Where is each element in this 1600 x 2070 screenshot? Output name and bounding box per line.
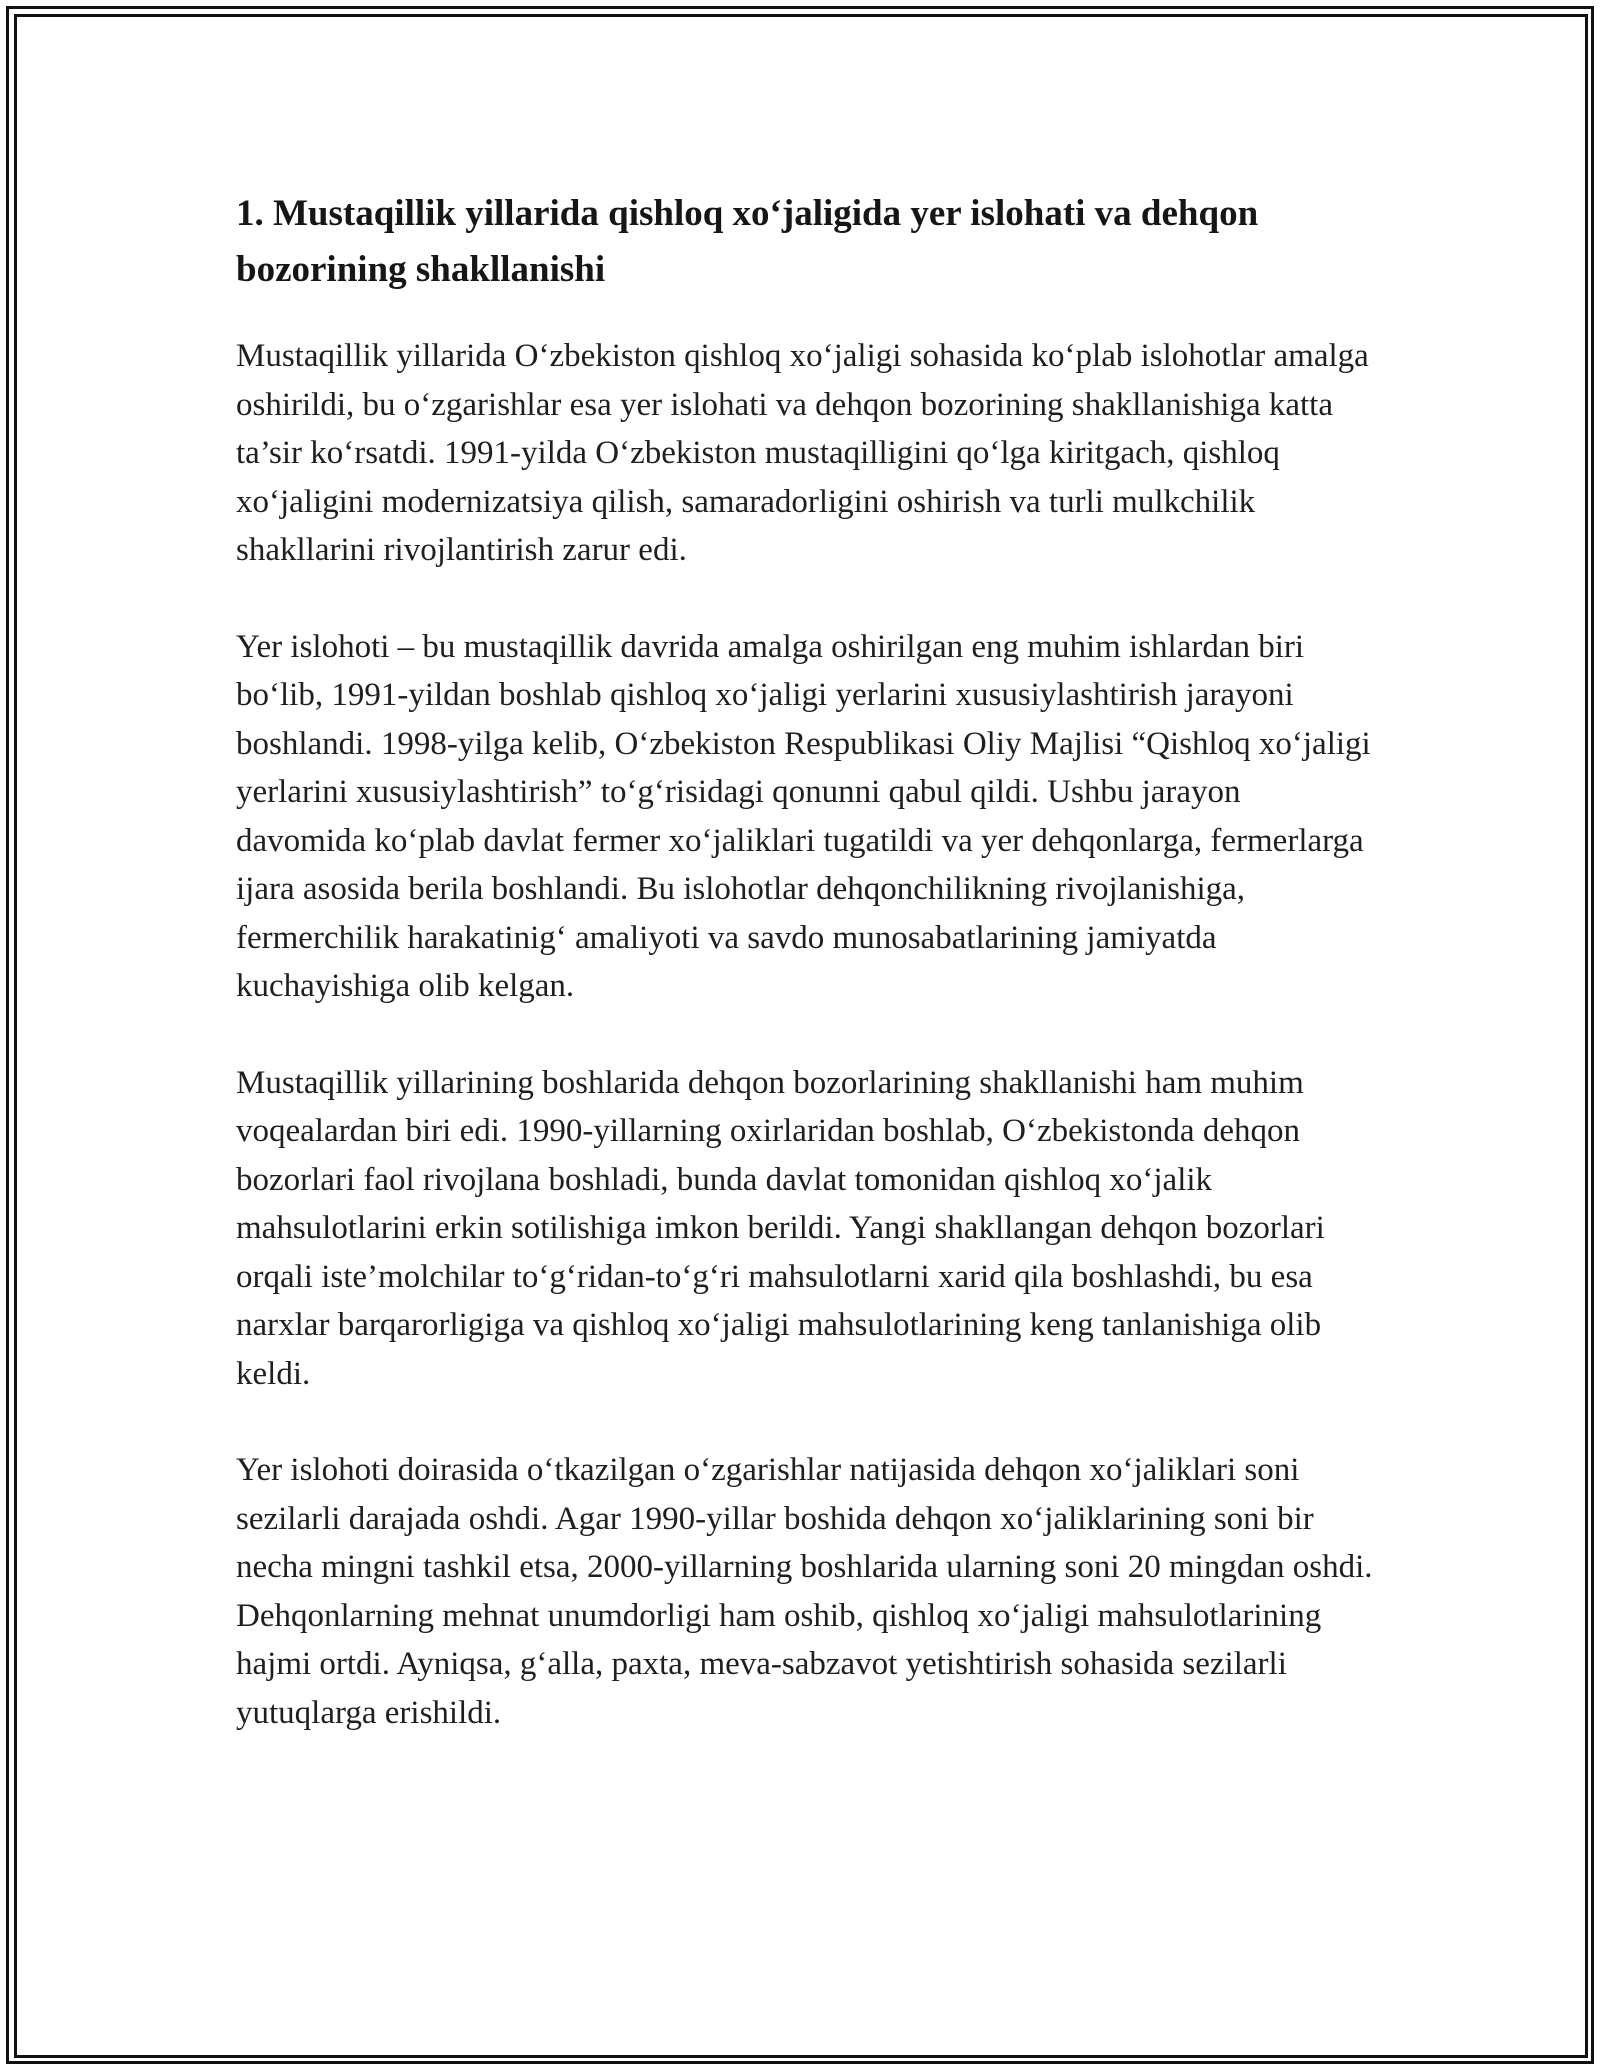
paragraph-1: Mustaqillik yillarida O‘zbekiston qishloq xo‘jaligi sohasida ko‘plab islohotlar amalga oshirildi, bu o‘zgarishlar esa yer islohati va dehqon bozorining shakllanishiga katta ta’sir ko‘rsatdi. 1991-yilda O‘zbekiston mustaqilligini qo‘lga kiritgach, qishloq xo‘jaligini modernizatsiya qilish, samaradorligini oshirish va turli mulkchilik shakllarini rivojlantirish zarur edi. — [236, 338, 1369, 568]
section-heading: 1. Mustaqillik yillarida qishloq xo‘jaligida yer islohati va dehqon bozorining shakllanishi — [236, 193, 1259, 290]
paragraph-4: Yer islohoti doirasida o‘tkazilgan o‘zgarishlar natijasida dehqon xo‘jaliklari soni sezilarli darajada oshdi. Agar 1990-yillar boshida dehqon xo‘jaliklarining soni bir necha mingni tashkil etsa, 2000-yillarning boshlarida ularning soni 20 mingdan oshdi. Dehqonlarning mehnat unumdorligi ham oshib, qishloq xo‘jaligi mahsulotlarining hajmi ortdi. Ayniqsa, g‘alla, paxta, meva-sabzavot yetishtirish sohasida sezilarli yutuqlarga erishildi. — [236, 1452, 1373, 1731]
paragraph-2: Yer islohoti – bu mustaqillik davrida amalga oshirilgan eng muhim ishlardan biri bo‘lib, 1991-yildan boshlab qishloq xo‘jaligi yerlarini xususiylashtirish jarayoni boshlandi. 1998-yilga kelib, O‘zbekiston Respublikasi Oliy Majlisi “Qishloq xo‘jaligi yerlarini xususiylashtirish” to‘g‘risidagi qonunni qabul qildi. Ushbu jarayon davomida ko‘plab davlat fermer xo‘jaliklari tugatildi va yer dehqonlarga, fermerlarga ijara asosida berila boshlandi. Bu islohotlar dehqonchilikning rivojlanishiga, fermerchilik harakatinig‘ amaliyoti va savdo munosabatlarining jamiyatda kuchayishiga olib kelgan. — [236, 628, 1371, 1004]
document-body — [236, 186, 1376, 1737]
paragraph-3: Mustaqillik yillarining boshlarida dehqon bozorlarining shakllanishi ham muhim voqealardan biri edi. 1990-yillarning oxirlaridan boshlab, O‘zbekistonda dehqon bozorlari faol rivojlana boshladi, bunda davlat tomonidan qishloq xo‘jalik mahsulotlarini erkin sotilishiga imkon berildi. Yangi shakllangan dehqon bozorlari orqali iste’molchilar to‘g‘ridan-to‘g‘ri mahsulotlarni xarid qila boshlashdi, bu esa narxlar barqarorligiga va qishloq xo‘jaligi mahsulotlarining keng tanlanishiga olib keldi. — [236, 1064, 1325, 1392]
